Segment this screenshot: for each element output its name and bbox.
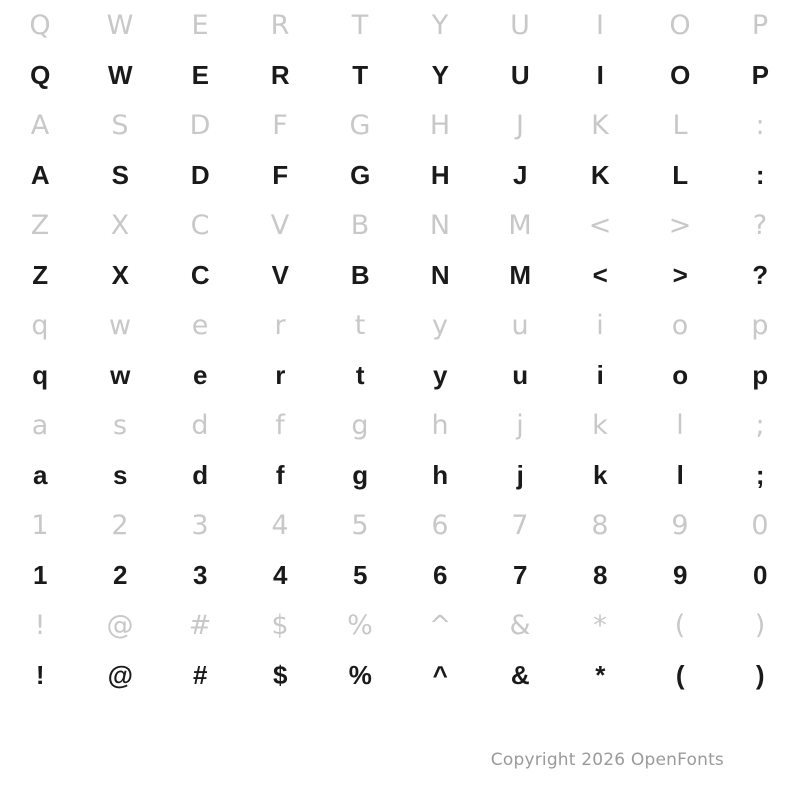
glyph-cell: e [191,309,209,341]
glyph-cell: U [510,60,530,90]
glyph-cell: t [355,360,365,390]
glyph-cell: 9 [671,509,689,541]
glyph-cell: 8 [591,509,609,541]
copyright-notice: Copyright 2026 OpenFonts [490,750,724,770]
glyph-cell: & [509,609,531,641]
glyph-cell: S [111,160,129,190]
glyph-cell: G [349,109,371,141]
glyph-cell: 2 [111,509,129,541]
glyph-cell: F [272,109,288,141]
glyph-cell: ! [34,609,46,641]
glyph-cell: < [592,260,608,290]
glyph-cell: d [192,460,208,490]
glyph-cell: a [33,460,47,490]
glyph-cell: C [190,209,210,241]
glyph-cell: T [352,60,368,90]
glyph-cell: M [509,260,531,290]
glyph-cell: L [672,109,688,141]
glyph-cell: g [351,409,369,441]
glyph-cell: i [596,309,604,341]
glyph-cell: i [596,360,604,390]
glyph-cell: O [669,9,691,41]
glyph-cell: Z [30,209,50,241]
glyph-cell: Q [29,9,51,41]
glyph-cell: T [351,9,369,41]
glyph-cell: K [590,160,610,190]
glyph-cell: 7 [513,560,527,590]
glyph-cell: 6 [433,560,447,590]
glyph-cell: 3 [193,560,207,590]
glyph-cell: V [271,260,289,290]
glyph-cell: w [108,309,132,341]
glyph-cell: o [672,360,688,390]
glyph-cell: ( [674,609,686,641]
glyph-cell: W [107,60,133,90]
glyph-cell: 1 [31,509,49,541]
glyph-cell: > [672,260,688,290]
glyph-cell: Z [32,260,48,290]
glyph-cell: A [30,109,50,141]
glyph-cell: 5 [353,560,367,590]
glyph-cell: y [432,309,448,341]
glyph-cell: r [274,309,286,341]
glyph-cell: P [751,9,769,41]
glyph-cell: I [596,60,604,90]
glyph-cell: H [429,109,451,141]
glyph-cell: D [190,160,210,190]
glyph-cell: E [191,60,209,90]
glyph-cell: < [588,209,612,241]
glyph-cell: ; [755,460,765,490]
glyph-cell: Y [431,60,449,90]
glyph-cell: K [591,109,609,141]
glyph-cell: J [513,160,527,190]
glyph-cell: y [433,360,447,390]
glyph-cell: F [272,160,288,190]
glyph-cell: s [112,409,128,441]
glyph-cell: d [191,409,209,441]
glyph-cell: W [106,9,134,41]
glyph-cell: f [275,409,285,441]
glyph-cell: % [347,609,373,641]
glyph-cell: g [352,460,368,490]
glyph-cell: @ [106,609,134,641]
glyph-cell: : [755,160,765,190]
glyph-cell: a [31,409,49,441]
glyph-cell: f [275,460,285,490]
glyph-cell: 8 [593,560,607,590]
glyph-cell: # [193,660,207,690]
glyph-cell: 4 [271,509,289,541]
glyph-cell: ^ [428,609,452,641]
glyph-cell: R [270,9,290,41]
glyph-cell: k [593,460,607,490]
glyph-cell: k [592,409,608,441]
glyph-cell: I [596,9,604,41]
glyph-cell: ; [755,409,765,441]
glyph-cell: ^ [432,660,448,690]
glyph-cell: h [431,409,449,441]
glyph-cell: R [270,60,290,90]
glyph-cell: 1 [33,560,47,590]
glyph-cell: q [31,309,49,341]
glyph-cell: * [595,660,605,690]
glyph-cell: ! [35,660,45,690]
glyph-cell: % [348,660,372,690]
glyph-cell: ? [752,209,768,241]
glyph-cell: t [354,309,366,341]
glyph-cell: u [511,309,529,341]
glyph-cell: p [751,309,769,341]
glyph-cell: $ [271,609,289,641]
glyph-cell: 0 [751,509,769,541]
glyph-cell: & [510,660,530,690]
glyph-cell: 3 [191,509,209,541]
glyph-cell: S [111,109,129,141]
glyph-cell: J [516,109,524,141]
glyph-cell: E [191,9,209,41]
glyph-cell: C [190,260,210,290]
glyph-cell: A [30,160,50,190]
glyph-cell: @ [107,660,133,690]
glyph-cell: N [430,260,450,290]
glyph-cell: L [672,160,688,190]
glyph-cell: l [676,409,684,441]
glyph-cell: Y [431,9,449,41]
glyph-cell: ) [754,609,766,641]
glyph-cell: ) [755,660,765,690]
glyph-cell: M [508,209,532,241]
glyph-cell: 0 [753,560,767,590]
glyph-cell: s [113,460,127,490]
glyph-cell: : [755,109,765,141]
glyph-cell: X [111,260,129,290]
glyph-cell: $ [273,660,287,690]
glyph-cell: * [593,609,607,641]
glyph-cell: q [32,360,48,390]
glyph-cell: 6 [431,509,449,541]
glyph-cell: G [350,160,370,190]
glyph-cell: j [516,460,524,490]
glyph-cell: j [516,409,524,441]
glyph-cell: o [671,309,689,341]
glyph-cell: V [270,209,290,241]
glyph-cell: B [350,260,370,290]
glyph-cell: B [350,209,370,241]
glyph-cell: r [275,360,285,390]
glyph-cell: l [676,460,684,490]
glyph-cell: # [188,609,212,641]
glyph-cell: u [512,360,528,390]
glyph-cell: p [752,360,768,390]
glyph-cell: N [429,209,451,241]
glyph-cell: 9 [673,560,687,590]
glyph-cell: P [751,60,769,90]
glyph-cell: > [668,209,692,241]
glyph-cell: ( [675,660,685,690]
glyph-cell: 5 [351,509,369,541]
glyph-cell: Q [30,60,50,90]
glyph-cell: O [670,60,690,90]
glyph-cell: D [189,109,211,141]
glyph-cell: e [193,360,207,390]
glyph-cell: 4 [273,560,287,590]
glyph-cell: 7 [511,509,529,541]
glyph-cell: ? [752,260,768,290]
glyph-cell: H [430,160,450,190]
glyph-cell: U [510,9,530,41]
glyph-cell: h [432,460,448,490]
glyph-cell: w [110,360,130,390]
glyph-cell: 2 [113,560,127,590]
glyph-cell: X [110,209,130,241]
